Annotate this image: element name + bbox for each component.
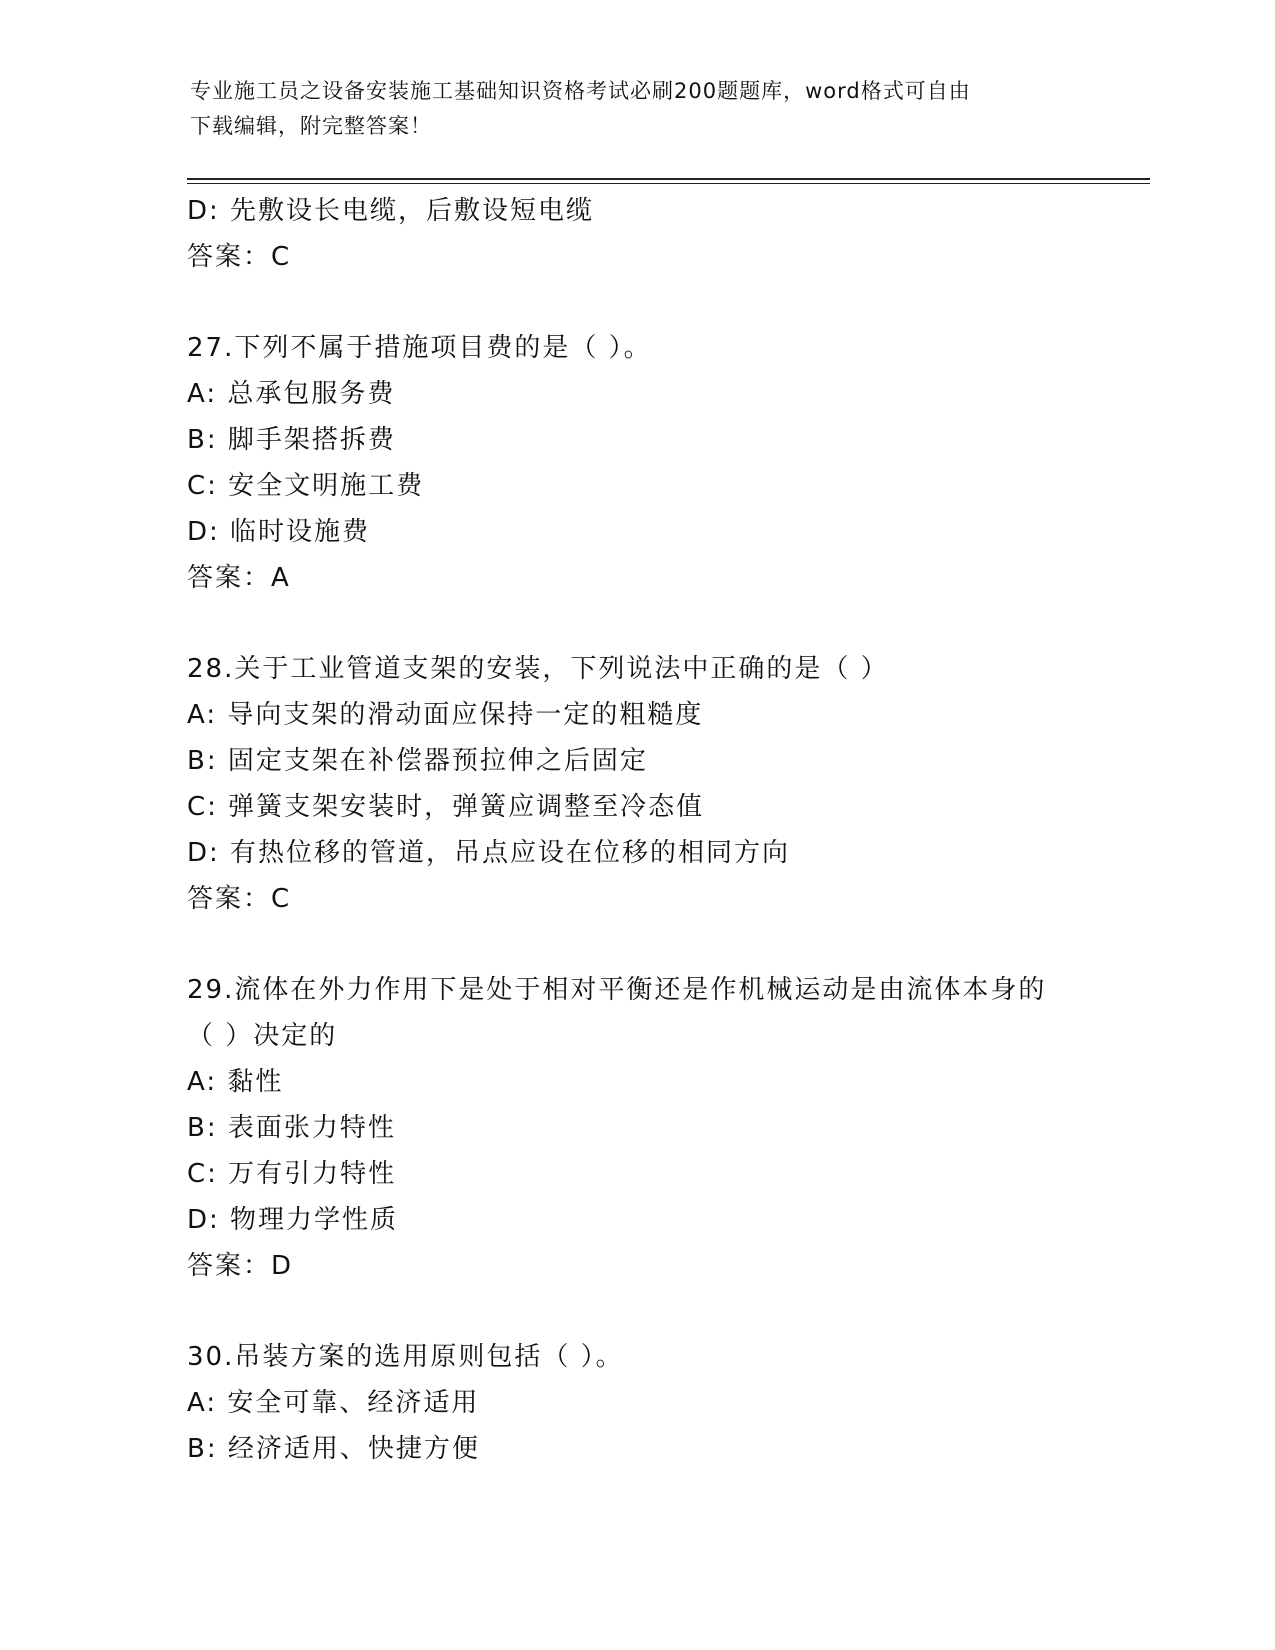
option-d: D: 物理力学性质 [187, 1205, 399, 1235]
answer: 答案：C [187, 242, 292, 272]
option-a: A: 总承包服务费 [187, 379, 396, 409]
answer: 答案：A [187, 563, 291, 593]
document-header [190, 74, 1090, 144]
option-b: B: 固定支架在补偿器预拉伸之后固定 [187, 746, 648, 776]
question-stem: 28.关于工业管道支架的安装，下列说法中正确的是（ ） [187, 654, 889, 684]
question-stem-line-2: （ ）决定的 [187, 1021, 338, 1051]
answer: 答案：C [187, 884, 292, 914]
option-b: B: 表面张力特性 [187, 1113, 396, 1143]
header-divider-thick [187, 178, 1150, 180]
question-stem: 27.下列不属于措施项目费的是（ ）。 [187, 333, 652, 363]
question-content [187, 188, 1150, 1472]
option-d: D: 有热位移的管道，吊点应设在位移的相同方向 [187, 838, 791, 868]
option-a: A: 黏性 [187, 1067, 284, 1097]
option-b: B: 经济适用、快捷方便 [187, 1434, 480, 1464]
header-line-1: 专业施工员之设备安装施工基础知识资格考试必刷200题题库，word格式可自由 [190, 79, 971, 103]
question-27 [187, 325, 1150, 601]
header-line-2: 下载编辑，附完整答案！ [190, 114, 432, 138]
question-29 [187, 967, 1150, 1289]
option-d: D: 先敷设长电缆，后敷设短电缆 [187, 196, 595, 226]
option-c: C: 安全文明施工费 [187, 471, 425, 501]
option-c: C: 万有引力特性 [187, 1159, 397, 1189]
answer: 答案：D [187, 1251, 294, 1281]
question-28 [187, 646, 1150, 922]
option-d: D: 临时设施费 [187, 517, 371, 547]
option-a: A: 导向支架的滑动面应保持一定的粗糙度 [187, 700, 704, 730]
option-b: B: 脚手架搭拆费 [187, 425, 396, 455]
question-stem-line-1: 29.流体在外力作用下是处于相对平衡还是作机械运动是由流体本身的 [187, 975, 1047, 1005]
option-a: A: 安全可靠、经济适用 [187, 1388, 480, 1418]
question-30 [187, 1334, 1150, 1472]
option-c: C: 弹簧支架安装时，弹簧应调整至冷态值 [187, 792, 705, 822]
question-stem: 30.吊装方案的选用原则包括（ ）。 [187, 1342, 624, 1372]
header-divider-thin [187, 183, 1150, 184]
